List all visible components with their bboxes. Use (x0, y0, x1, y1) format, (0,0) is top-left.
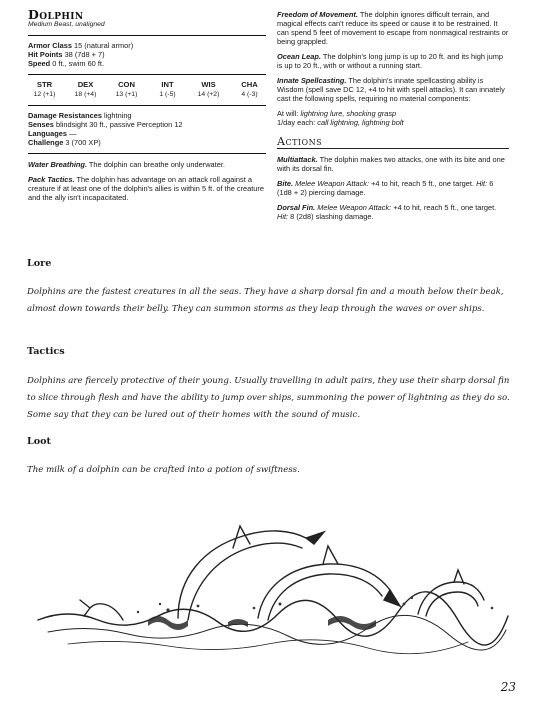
divider (28, 74, 266, 75)
action-dorsal-fin: Dorsal Fin. Melee Weapon Attack: +4 to hit, reach 5 ft., one target. Hit: 8 (2d8) slashing damage. (277, 203, 497, 221)
lore-heading: Lore (27, 258, 52, 269)
divider (28, 153, 266, 154)
spells-at-will: At will: lightning lure, shocking grasp (277, 109, 397, 118)
ability-cha: CHA 4 (-3) (241, 80, 258, 98)
challenge: Challenge 3 (700 XP) (28, 138, 101, 147)
monster-type: Medium Beast, unaligned (28, 21, 105, 28)
page-number: 23 (500, 680, 516, 694)
trait-freedom-of-movement: Freedom of Movement. The dolphin ignores difficult terrain, and magical effects can't reduce its speed or cause it to be restrained. It can spend 5 feet of movement to escape from nonmagical restraints or being grappled. (277, 10, 509, 46)
trait-ocean-leap: Ocean Leap. The dolphin's long jump is up to 20 ft. and its high jump is up to 20 ft., with or without a running start. (277, 52, 504, 70)
statblock-right (277, 10, 509, 221)
actions-divider (277, 148, 509, 149)
hit-points: Hit Points 38 (7d8 + 7) (28, 50, 105, 59)
divider (28, 35, 266, 36)
senses: Senses blindsight 30 ft., passive Perception 12 (28, 120, 183, 129)
trait-water-breathing: Water Breathing. The dolphin can breathe only underwater. (28, 160, 225, 169)
ability-str: STR 12 (+1) (33, 80, 56, 98)
action-bite: Bite. Melee Weapon Attack: +4 to hit, reach 5 ft., one target. Hit: 6 (1d8 + 2) piercing damage. (277, 179, 494, 197)
ability-int: INT 1 (-5) (159, 80, 176, 98)
ability-con: CON 13 (+1) (115, 80, 138, 98)
actions-heading: Actions (277, 135, 323, 148)
spells-per-day: 1/day each: call lightning, lightning bolt (277, 118, 404, 127)
monster-name: Dolphin (28, 7, 84, 22)
action-multiattack: Multiattack. The dolphin makes two attacks, one with its bite and one with its dorsal fin. (277, 155, 505, 173)
trait-innate-spellcasting: Innate Spellcasting. The dolphin's innate spellcasting ability is Wisdom (spell save DC 12, +4 to hit with spell attacks). It can innately cast the following spells, requiring no material components: (277, 76, 505, 103)
dolphin-illustration (28, 508, 514, 658)
loot-heading: Loot (27, 436, 51, 447)
armor-class: Armor Class 15 (natural armor) (28, 41, 134, 50)
tactics-heading: Tactics (27, 346, 65, 357)
loot-text: The milk of a dolphin can be crafted into a potion of swiftness. (27, 465, 300, 475)
damage-resistances: Damage Resistances lightning (28, 111, 132, 120)
tactics-text: Dolphins are fiercely protective of their young. Usually travelling in adult pairs, they use their sharp dorsal fin to slice through flesh and have the ability to jump over ships, summoning the power of lightning as they do so. Some say that they can be lured out of their homes with the sound of music. (27, 376, 510, 420)
trait-pack-tactics: Pack Tactics. The dolphin has advantage on an attack roll against a creature if at least one of the dolphin's allies is within 5 ft. of the creature and the ally isn't incapacitated. (28, 175, 264, 202)
ability-scores (28, 80, 266, 99)
ability-wis: WIS 14 (+2) (197, 80, 220, 98)
divider (28, 105, 266, 106)
statblock-left (28, 7, 266, 202)
languages: Languages — (28, 129, 77, 138)
ability-dex: DEX 18 (+4) (74, 80, 97, 98)
speed: Speed 0 ft., swim 60 ft. (28, 59, 104, 68)
lore-text: Dolphins are the fastest creatures in all the seas. They have a sharp dorsal fin and a mouth below their beak, almost down towards their belly. They can summon storms as they leap through the waves or over ships. (27, 287, 504, 314)
